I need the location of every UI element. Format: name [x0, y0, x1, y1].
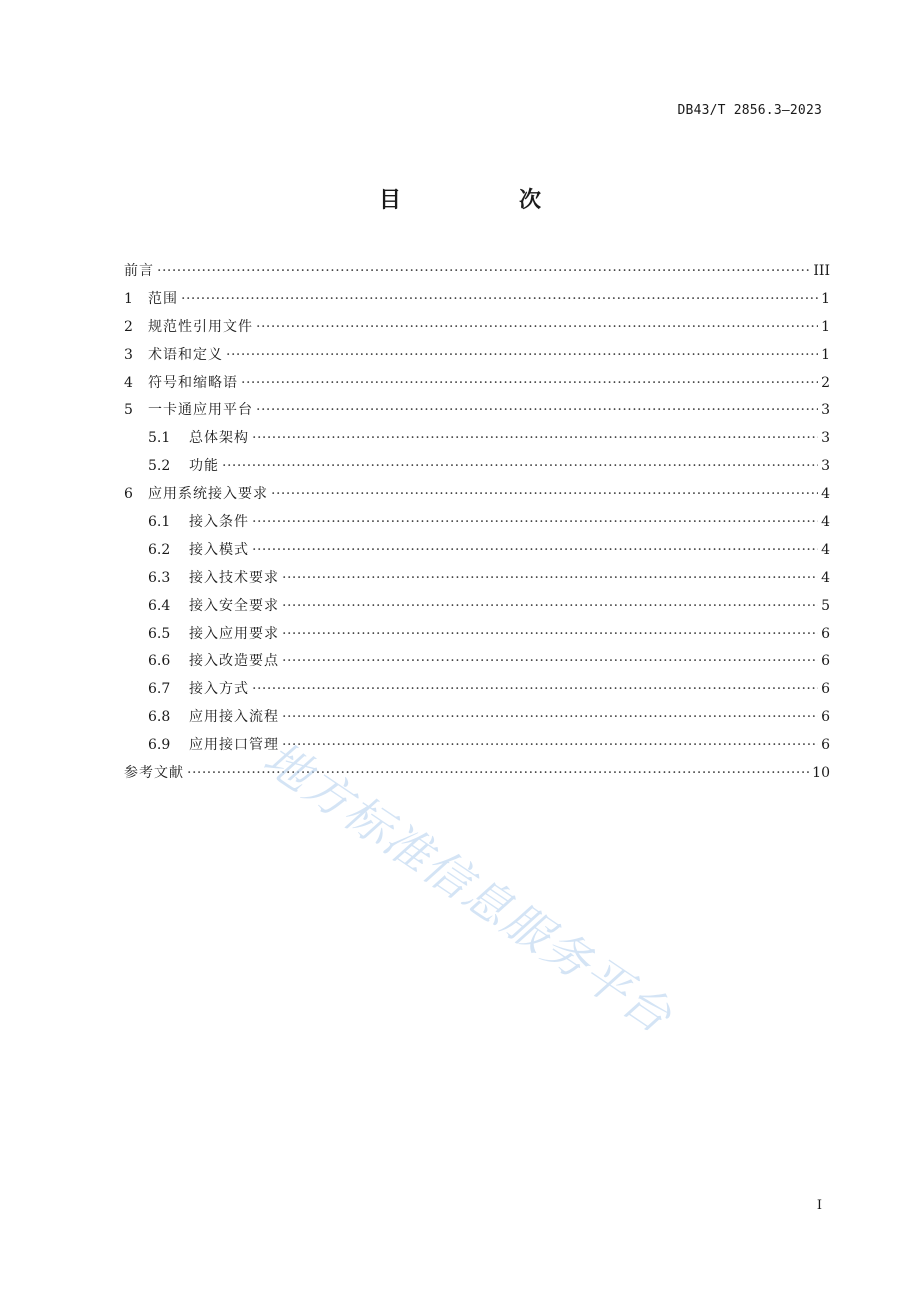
table-of-contents	[124, 258, 830, 788]
toc-entry-label: 功能	[189, 458, 219, 475]
leader-dots	[187, 760, 809, 788]
toc-entry-6-4[interactable]	[124, 593, 830, 621]
toc-entry-page: 1	[821, 318, 830, 335]
leader-dots	[271, 481, 818, 509]
toc-entry-label: 接入应用要求	[189, 625, 279, 642]
leader-dots	[282, 704, 818, 732]
toc-entry-number: 6.3	[148, 569, 171, 586]
toc-entry-foreword[interactable]	[124, 258, 830, 286]
toc-entry-page: 3	[821, 402, 830, 419]
toc-entry-6[interactable]	[124, 481, 830, 509]
toc-entry-label: 总体架构	[189, 430, 249, 447]
toc-entry-1[interactable]	[124, 286, 830, 314]
toc-entry-label: 参考文献	[124, 765, 184, 782]
toc-entry-6-5[interactable]	[124, 621, 830, 649]
toc-entry-label: 应用接口管理	[189, 737, 279, 754]
leader-dots	[252, 537, 818, 565]
toc-entry-label: 接入条件	[189, 514, 249, 531]
toc-entry-number: 5	[124, 402, 133, 419]
toc-entry-number: 6.1	[148, 514, 171, 531]
page-number: I	[816, 1198, 822, 1213]
toc-entry-page: 4	[821, 541, 830, 558]
toc-entry-references[interactable]	[124, 760, 830, 788]
leader-dots	[256, 397, 818, 425]
toc-entry-number: 6.8	[148, 709, 171, 726]
toc-entry-label: 一卡通应用平台	[148, 402, 253, 419]
toc-entry-number: 2	[124, 318, 133, 335]
toc-entry-label: 接入安全要求	[189, 597, 279, 614]
toc-entry-number: 5.1	[148, 430, 171, 447]
toc-entry-number: 6.9	[148, 737, 171, 754]
leader-dots	[252, 509, 818, 537]
leader-dots	[157, 258, 810, 286]
toc-entry-page: 6	[821, 625, 830, 642]
toc-entry-label: 范围	[148, 290, 178, 307]
toc-entry-label: 规范性引用文件	[148, 318, 253, 335]
toc-entry-6-8[interactable]	[124, 704, 830, 732]
toc-entry-number: 3	[124, 346, 133, 363]
leader-dots	[282, 565, 818, 593]
toc-entry-page: 3	[821, 458, 830, 475]
toc-entry-page: 5	[821, 597, 830, 614]
leader-dots	[181, 286, 818, 314]
toc-entry-page: III	[813, 263, 830, 279]
toc-entry-label: 术语和定义	[148, 346, 223, 363]
toc-entry-number: 6.4	[148, 597, 171, 614]
leader-dots	[252, 425, 818, 453]
toc-entry-4[interactable]	[124, 370, 830, 398]
toc-entry-page: 4	[821, 486, 830, 503]
toc-entry-label: 接入技术要求	[189, 569, 279, 586]
leader-dots	[282, 732, 818, 760]
toc-entry-page: 4	[821, 569, 830, 586]
toc-entry-5-2[interactable]	[124, 453, 830, 481]
toc-title: 目 次	[378, 188, 589, 213]
watermark: 地方标准信息服务平台	[254, 730, 683, 1045]
toc-entry-number: 6	[124, 486, 133, 503]
toc-entry-6-7[interactable]	[124, 676, 830, 704]
toc-entry-6-6[interactable]	[124, 648, 830, 676]
toc-entry-number: 6.6	[148, 653, 171, 670]
toc-entry-page: 10	[812, 765, 830, 782]
toc-entry-page: 4	[821, 514, 830, 531]
leader-dots	[222, 453, 818, 481]
toc-entry-label: 接入方式	[189, 681, 249, 698]
leader-dots	[226, 342, 818, 370]
toc-entry-page: 6	[821, 709, 830, 726]
document-code: DB43/T 2856.3—2023	[677, 103, 822, 118]
toc-entry-label: 应用接入流程	[189, 709, 279, 726]
toc-entry-page: 6	[821, 681, 830, 698]
toc-entry-3[interactable]	[124, 342, 830, 370]
toc-entry-page: 6	[821, 737, 830, 754]
toc-entry-label: 接入模式	[189, 541, 249, 558]
toc-entry-page: 2	[821, 374, 830, 391]
toc-entry-page: 1	[821, 346, 830, 363]
toc-entry-label: 符号和缩略语	[148, 374, 238, 391]
toc-entry-label: 接入改造要点	[189, 653, 279, 670]
toc-entry-number: 1	[124, 290, 133, 307]
leader-dots	[252, 676, 818, 704]
toc-entry-label: 前言	[124, 263, 154, 279]
leader-dots	[241, 370, 818, 398]
toc-entry-page: 6	[821, 653, 830, 670]
toc-entry-page: 3	[821, 430, 830, 447]
toc-entry-number: 6.2	[148, 541, 171, 558]
toc-entry-6-1[interactable]	[124, 509, 830, 537]
toc-entry-6-3[interactable]	[124, 565, 830, 593]
leader-dots	[282, 621, 818, 649]
toc-entry-label: 应用系统接入要求	[148, 486, 268, 503]
leader-dots	[282, 593, 818, 621]
leader-dots	[282, 648, 818, 676]
toc-entry-number: 4	[124, 374, 133, 391]
toc-entry-6-9[interactable]	[124, 732, 830, 760]
leader-dots	[256, 314, 818, 342]
toc-entry-2[interactable]	[124, 314, 830, 342]
toc-entry-6-2[interactable]	[124, 537, 830, 565]
toc-entry-page: 1	[821, 290, 830, 307]
toc-entry-5[interactable]	[124, 397, 830, 425]
toc-entry-5-1[interactable]	[124, 425, 830, 453]
toc-entry-number: 6.5	[148, 625, 171, 642]
toc-entry-number: 6.7	[148, 681, 171, 698]
toc-entry-number: 5.2	[148, 458, 171, 475]
